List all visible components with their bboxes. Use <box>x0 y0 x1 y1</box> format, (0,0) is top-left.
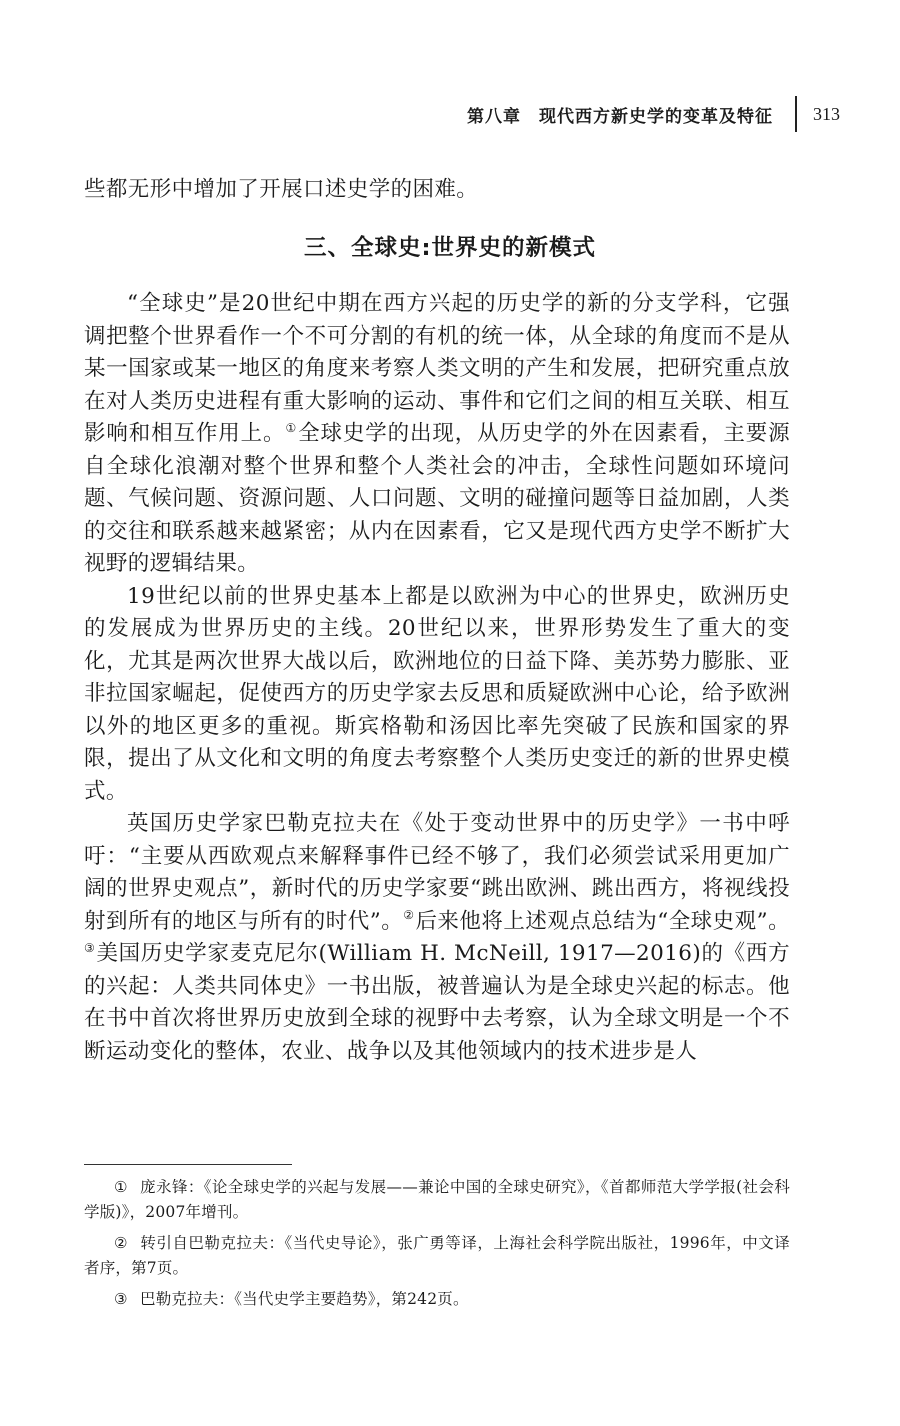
paragraph-3 <box>84 808 790 1068</box>
section-heading: 三、全球史:世界史的新模式 <box>304 235 596 261</box>
body-paragraphs <box>84 288 790 1068</box>
page-number: 313 <box>813 103 840 124</box>
footnote-2-mark: ② <box>114 1234 128 1252</box>
footnote-divider <box>84 1164 292 1165</box>
footnote-1-mark: ① <box>114 1178 128 1196</box>
footnote-ref-1[interactable]: ① <box>285 420 298 435</box>
header-divider <box>795 96 797 132</box>
footnote-ref-3[interactable]: ③ <box>84 940 96 955</box>
paragraph-1-text-a: “全球史”是20世纪中期在西方兴起的历史学的新的分支学科，它强调把整个世界看作一个不可分割的有机的统一体，从全球的角度而不是从某一国家或某一地区的角度来考察人类文明的产生和发展，把研究重点放在对人类历史进程有重大影响的运动、事件和它们之间的相互关联、相互影响和相互作用上。 <box>84 291 790 446</box>
footnote-1 <box>84 1175 790 1225</box>
paragraph-1-text-b: 全球史学的出现，从历史学的外在因素看，主要源自全球化浪潮对整个世界和整个人类社会的冲击，全球性问题如环境问题、气候问题、资源问题、人口问题、文明的碰撞问题等日益加剧，人类的交往和联系越来越紧密；从内在因素看，它又是现代西方史学不断扩大视野的逻辑结果。 <box>84 421 790 576</box>
running-header <box>467 96 840 132</box>
paragraph-continuation: 些都无形中增加了开展口述史学的困难。 <box>84 177 479 202</box>
footnote-3 <box>84 1287 790 1312</box>
paragraph-3-text-a: 英国历史学家巴勒克拉夫在《处于变动世界中的历史学》一书中呼吁：“主要从西欧观点来解释事件已经不够了，我们必须尝试采用更加广阔的世界史观点”，新时代的历史学家要“跳出欧洲、跳出西方，将视线投射到所有的地区与所有的时代”。 <box>84 811 790 934</box>
paragraph-2: 19世纪以前的世界史基本上都是以欧洲为中心的世界史，欧洲历史的发展成为世界历史的主线。20世纪以来，世界形势发生了重大的变化，尤其是两次世界大战以后，欧洲地位的日益下降、美苏势力膨胀、亚非拉国家崛起，促使西方的历史学家去反思和质疑欧洲中心论，给予欧洲以外的地区更多的重视。斯宾格勒和汤因比率先突破了民族和国家的界限，提出了从文化和文明的角度去考察整个人类历史变迁的新的世界史模式。 <box>84 583 790 804</box>
footnote-3-mark: ③ <box>114 1290 128 1308</box>
chapter-title: 第八章 现代西方新史学的变革及特征 <box>467 106 773 127</box>
footnote-2 <box>84 1231 790 1281</box>
paragraph-3-text-c: 美国历史学家麦克尼尔(William H. McNeill, 1917—2016)的《西方的兴起：人类共同体史》一书出版，被普遍认为是全球史兴起的标志。他在书中首次将世界历史放到全球的视野中去考察，认为全球文明是一个不断运动变化的整体，农业、战争以及其他领域内的技术进步是人 <box>84 941 790 1064</box>
footnotes <box>84 1175 790 1318</box>
footnote-3-text: 巴勒克拉夫：《当代史学主要趋势》，第242页。 <box>140 1290 469 1308</box>
paragraph-3-text-b: 后来他将上述观点总结为“全球史观”。 <box>415 908 790 934</box>
continued-paragraph <box>84 174 790 207</box>
footnote-ref-2[interactable]: ② <box>403 908 415 923</box>
paragraph-1 <box>84 288 790 581</box>
footnote-2-text: 转引自巴勒克拉夫：《当代史导论》，张广勇等译，上海社会科学院出版社，1996年，中文译者序，第7页。 <box>84 1234 790 1277</box>
footnote-1-text: 庞永锋：《论全球史学的兴起与发展——兼论中国的全球史研究》，《首都师范大学学报(社会科学版)》，2007年增刊。 <box>84 1178 790 1221</box>
